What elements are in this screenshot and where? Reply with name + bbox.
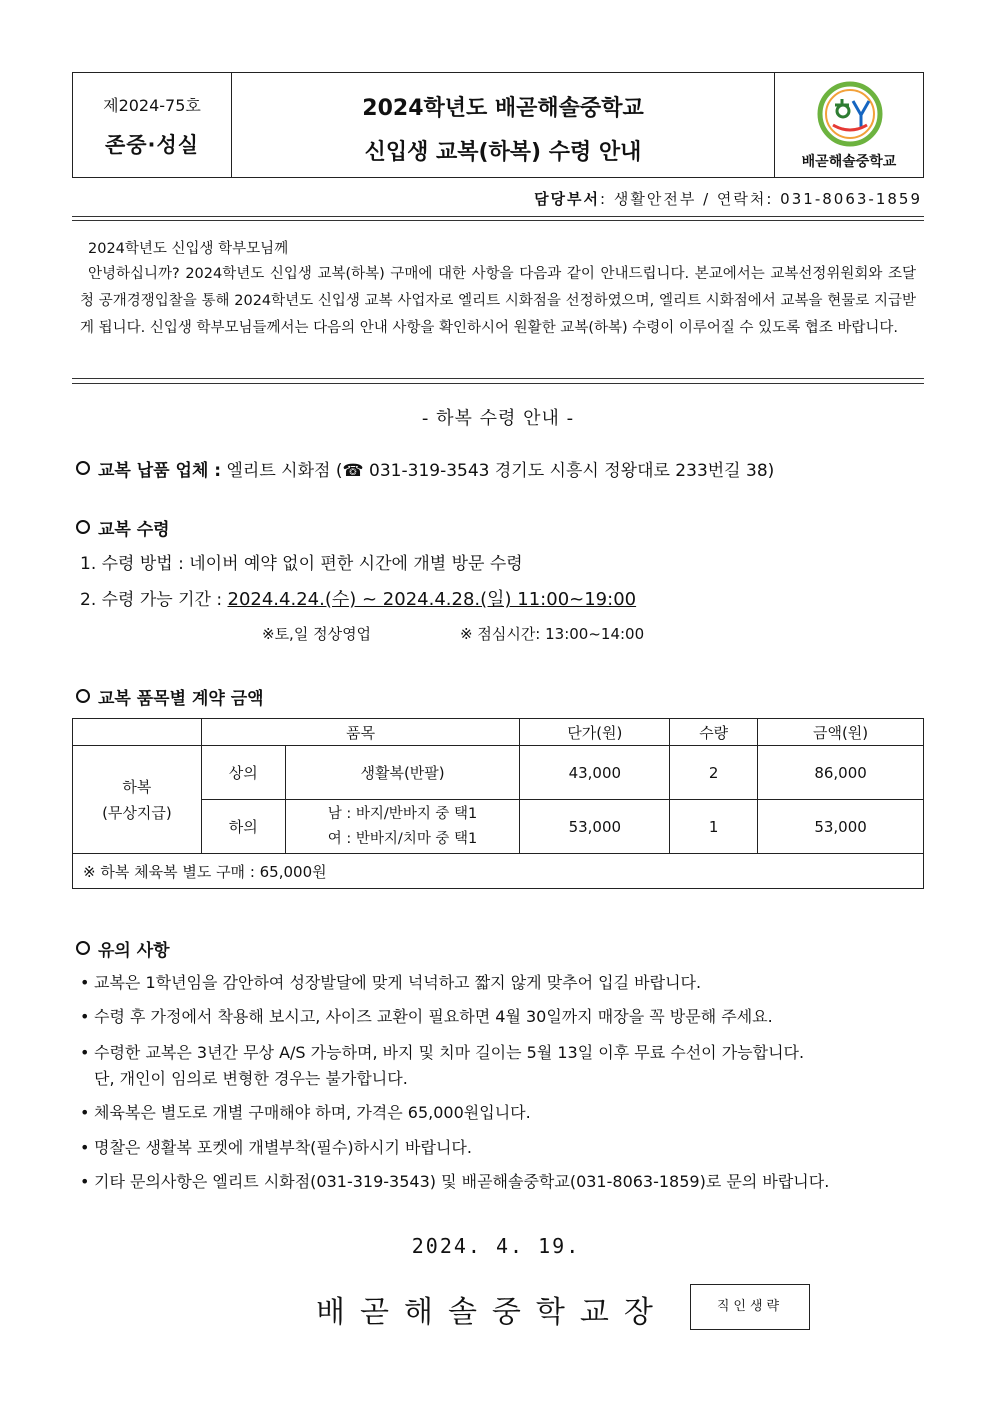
table-header-amount: 금액(원) xyxy=(758,719,924,746)
note-item: • 교복은 1학년임을 감안하여 성장발달에 맞게 넉넉하고 짧지 않게 맞추어 입길 바랍니다. xyxy=(80,973,702,992)
notes-heading xyxy=(76,936,170,961)
note-text: 체육복은 별도로 개별 구매해야 하며, 가격은 65,000원입니다. xyxy=(94,1103,531,1122)
section-title: - 하복 수령 안내 - xyxy=(421,408,575,429)
unit-price-cell: 53,000 xyxy=(520,800,670,854)
circle-bullet-icon xyxy=(76,689,90,703)
circle-bullet-icon xyxy=(76,461,90,475)
header-right-cell xyxy=(774,73,923,177)
note-text: 명찰은 생활복 포켓에 개별부착(필수)하시기 바랍니다. xyxy=(94,1138,472,1157)
table-footer-row xyxy=(73,854,924,889)
divider-line xyxy=(72,378,924,379)
price-label: 교복 품목별 계약 금액 xyxy=(98,689,264,709)
table-header-unit: 단가(원) xyxy=(520,719,670,746)
price-heading xyxy=(76,684,264,709)
unit-price-cell: 43,000 xyxy=(520,746,670,800)
intro-paragraph: 안녕하십니까? 2024학년도 신입생 교복(하복) 구매에 대한 사항을 다음과 같이 안내드립니다. 본교에서는 교복선정위원회와 조달청 공개경쟁입찰을 통해 2024학년도 신입생 교복 사업자로 엘리트 시화점을 선정하였으며, 엘리트 시화점에서 교복을 현물로 지급받게 됩니다. 신입생 학부모님들께서는 다음의 안내 사항을 확인하시어 원활한 교복(하복) 수령이 이루어질 수 있도록 협조 바랍니다. xyxy=(80,266,916,336)
supplier-label: 교복 납품 업체 : xyxy=(98,461,222,481)
item-option-female: 여 : 반바지/치마 중 택1 xyxy=(327,830,478,847)
supplier-value: 엘리트 시화점 (☎ 031-319-3543 경기도 시흥시 정왕대로 233번길 38) xyxy=(221,461,775,481)
table-header-row xyxy=(73,719,924,746)
divider-line xyxy=(72,220,924,221)
table-header-empty xyxy=(73,719,202,746)
receipt-period xyxy=(80,585,636,611)
header-left-cell xyxy=(73,73,232,177)
receipt-label: 교복 수령 xyxy=(98,520,170,540)
document-number: 제2024-75호 xyxy=(103,96,201,115)
receipt-method: 1. 수령 방법 : 네이버 예약 없이 편한 시간에 개별 방문 수령 xyxy=(80,554,523,574)
note-item: • 체육복은 별도로 개별 구매해야 하며, 가격은 65,000원입니다. xyxy=(80,1103,531,1122)
note-continuation: 단, 개인이 임의로 변형한 경우는 불가합니다. xyxy=(94,1069,408,1088)
title-line-2: 신입생 교복(하복) 수령 안내 xyxy=(364,140,642,165)
note-item: • 명찰은 생활복 포켓에 개별부착(필수)하시기 바랍니다. xyxy=(80,1138,472,1157)
note-item: • 기타 문의사항은 엘리트 시화점(031-319-3543) 및 배곧해솔중학교(031-8063-1859)로 문의 바랍니다. xyxy=(80,1172,830,1191)
circle-bullet-icon xyxy=(76,520,90,534)
note-text: 기타 문의사항은 엘리트 시화점(031-319-3543) 및 배곧해솔중학교(031-8063-1859)로 문의 바랍니다. xyxy=(94,1172,830,1191)
qty-cell: 1 xyxy=(670,800,758,854)
table-row xyxy=(73,746,924,800)
school-motto: 존중·성실 xyxy=(104,133,200,157)
principal-signature: 배곧해솔중학교장 xyxy=(316,1295,668,1330)
amount-cell: 86,000 xyxy=(758,746,924,800)
document-header xyxy=(72,72,924,178)
seal-omitted-box: 직인생략 xyxy=(690,1284,810,1330)
greeting: 2024학년도 신입생 학부모님께 xyxy=(88,241,289,257)
supplier-line xyxy=(76,456,774,481)
group-note: (무상지급) xyxy=(102,803,172,822)
title-line-1: 2024학년도 배곧해솔중학교 xyxy=(362,96,644,121)
divider-line xyxy=(72,216,924,217)
contact-line xyxy=(534,188,922,209)
price-table xyxy=(72,718,924,889)
table-footnote: ※ 하복 체육복 별도 구매 : 65,000원 xyxy=(73,854,924,889)
receipt-period-value: 2024.4.24.(수) ~ 2024.4.28.(일) 11:00~19:00 xyxy=(227,589,637,610)
dept-label: 담당부서 xyxy=(534,190,601,208)
receipt-heading xyxy=(76,515,170,540)
item-cell: 생활복(반팔) xyxy=(285,746,520,800)
school-logo-icon xyxy=(817,81,883,147)
note-item: • 수령 후 가정에서 착용해 보시고, 사이즈 교환이 필요하면 4월 30일까지 매장을 꼭 방문해 주세요. xyxy=(80,1007,773,1026)
item-cell xyxy=(285,800,520,854)
weekend-note: ※토,일 정상영업 xyxy=(262,625,372,643)
notes-label: 유의 사항 xyxy=(98,941,170,961)
part-cell: 하의 xyxy=(201,800,285,854)
note-item: • 수령한 교복은 3년간 무상 A/S 가능하며, 바지 및 치마 길이는 5월 13일 이후 무료 수선이 가능합니다. xyxy=(80,1043,805,1062)
qty-cell: 2 xyxy=(670,746,758,800)
dept-value: : 생활안전부 / 연락처: 031-8063-1859 xyxy=(600,190,922,208)
divider-line xyxy=(72,383,924,384)
item-option-male: 남 : 바지/반바지 중 택1 xyxy=(327,805,478,822)
note-text: 수령한 교복은 3년간 무상 A/S 가능하며, 바지 및 치마 길이는 5월 13일 이후 무료 수선이 가능합니다. xyxy=(94,1043,805,1062)
table-header-qty: 수량 xyxy=(670,719,758,746)
circle-bullet-icon xyxy=(76,941,90,955)
group-cell xyxy=(73,746,202,854)
logo-school-name: 배곧해솔중학교 xyxy=(801,154,897,170)
lunch-note: ※ 점심시간: 13:00~14:00 xyxy=(460,625,645,643)
receipt-period-label: 2. 수령 가능 기간 : xyxy=(80,590,228,610)
issue-date: 2024. 4. 19. xyxy=(411,1234,581,1258)
table-header-item: 품목 xyxy=(201,719,520,746)
note-text: 교복은 1학년임을 감안하여 성장발달에 맞게 넉넉하고 짧지 않게 맞추어 입길 바랍니다. xyxy=(94,973,702,992)
group-name: 하복 xyxy=(122,777,152,796)
amount-cell: 53,000 xyxy=(758,800,924,854)
part-cell: 상의 xyxy=(201,746,285,800)
note-text: 수령 후 가정에서 착용해 보시고, 사이즈 교환이 필요하면 4월 30일까지 매장을 꼭 방문해 주세요. xyxy=(94,1007,773,1026)
